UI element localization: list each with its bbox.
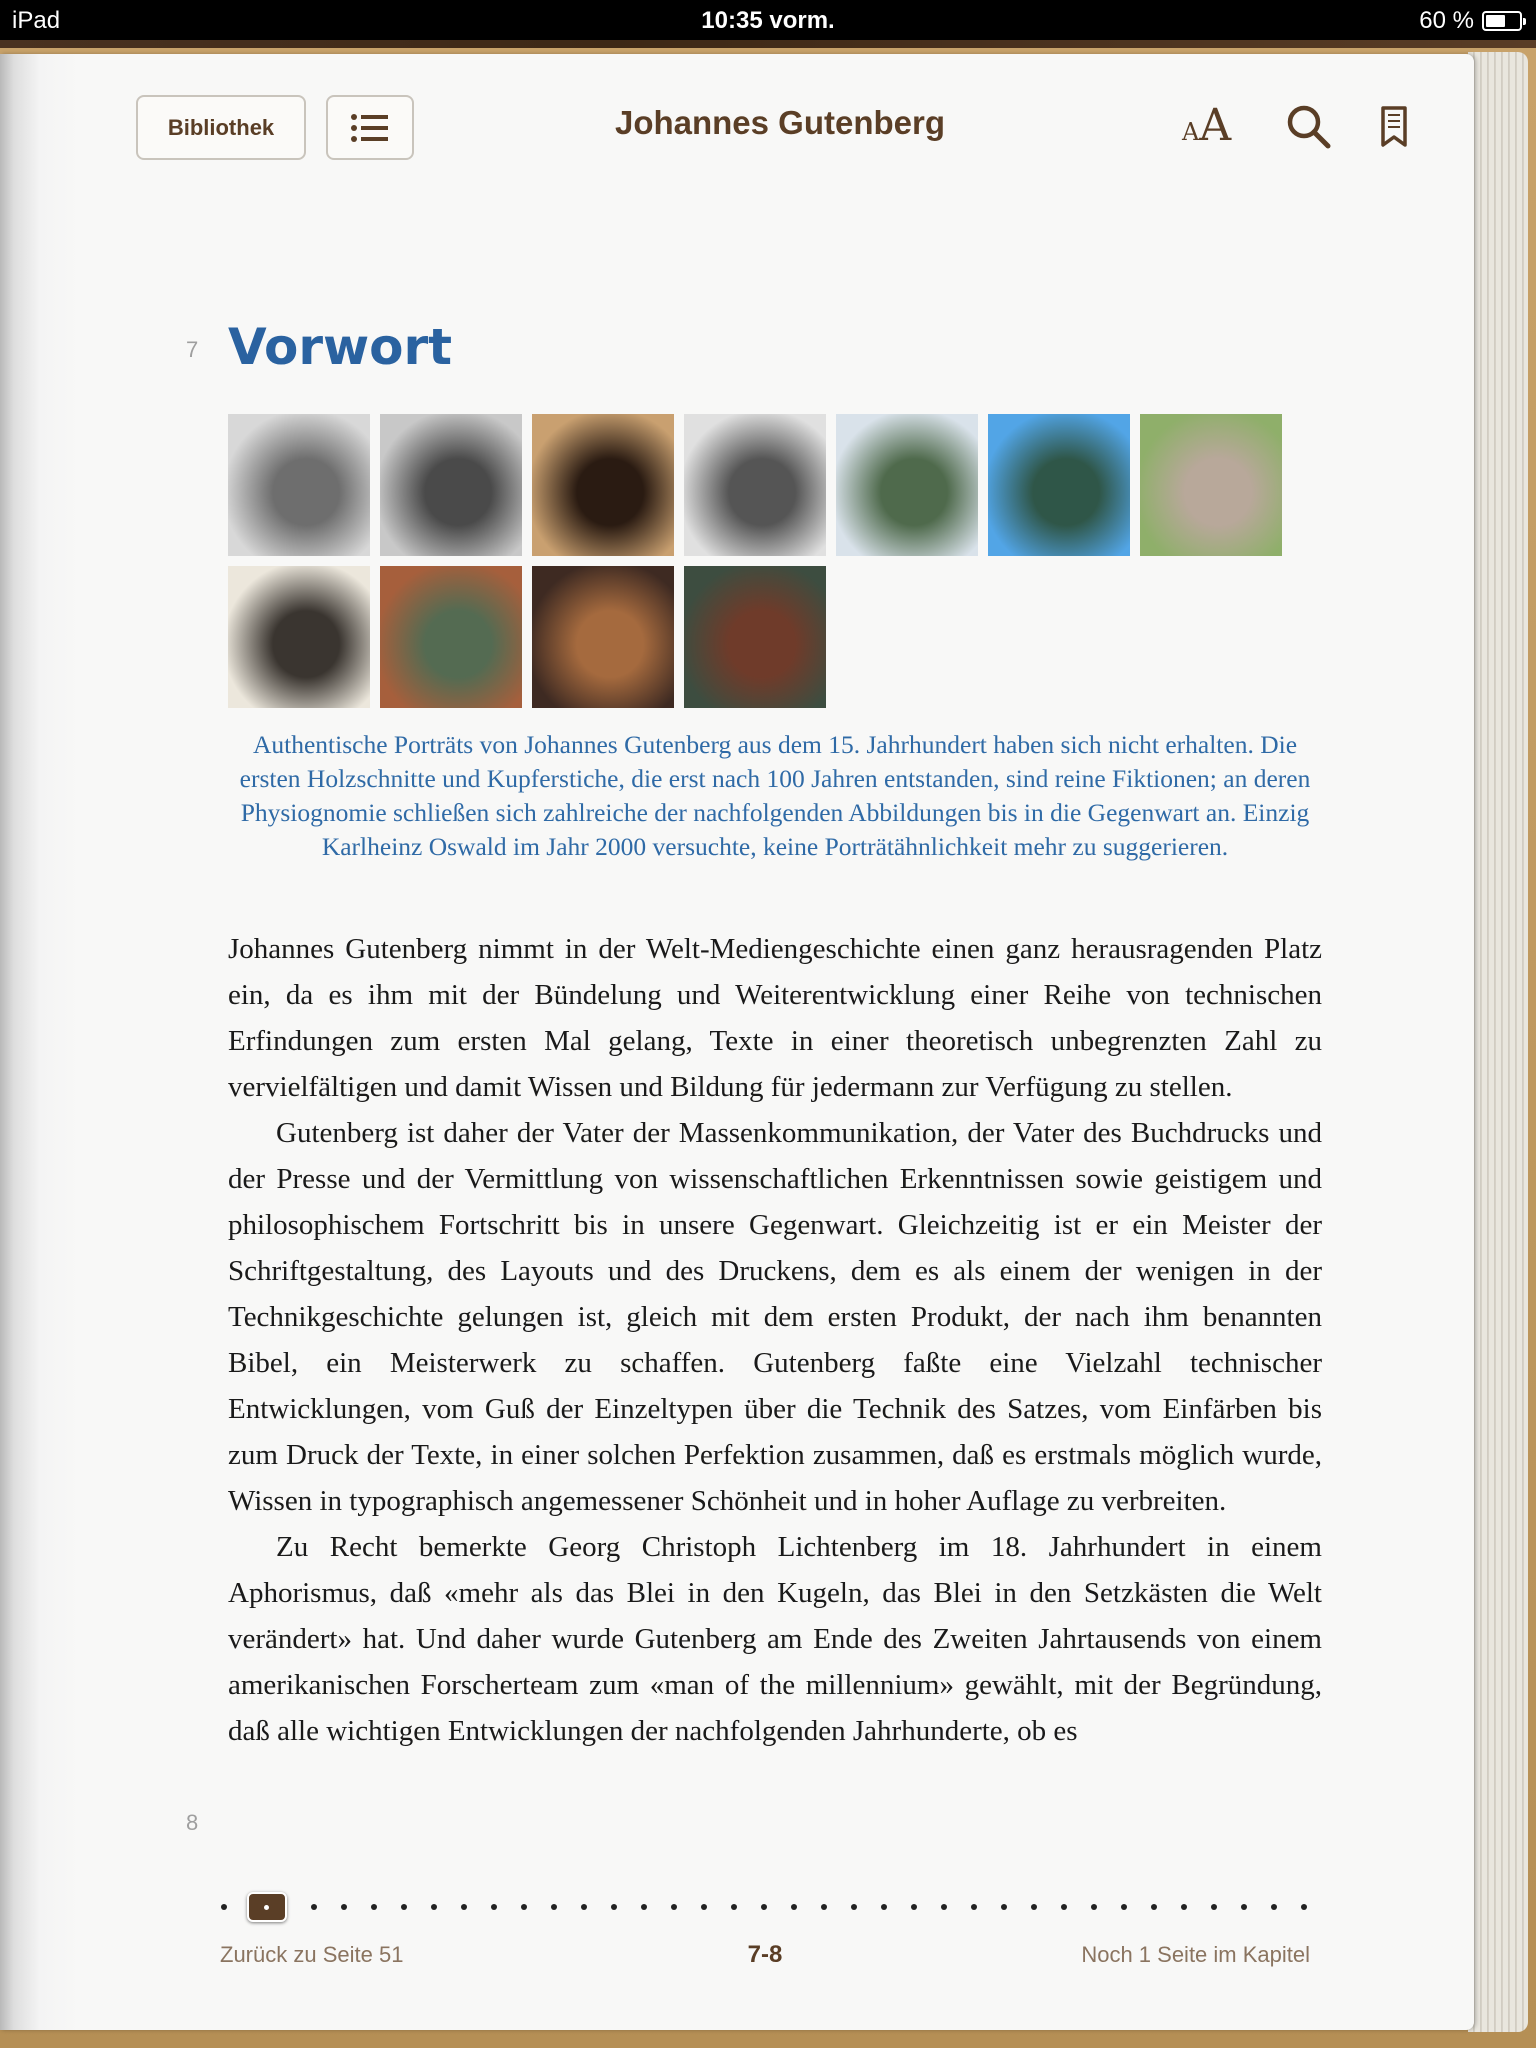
scrubber-dot[interactable] <box>491 1904 497 1910</box>
portrait-thumbnail[interactable] <box>532 566 674 708</box>
scrubber-dot[interactable] <box>461 1904 467 1910</box>
scrubber-dot[interactable] <box>821 1904 827 1910</box>
scrubber-dot[interactable] <box>551 1904 557 1910</box>
book-title: Johannes Gutenberg <box>614 104 946 141</box>
scrubber-dot[interactable] <box>671 1904 677 1910</box>
scrubber-dot[interactable] <box>1211 1904 1217 1910</box>
scrubber-dot[interactable] <box>341 1904 347 1910</box>
battery-status <box>1419 7 1522 35</box>
portrait-thumbnail[interactable] <box>228 414 370 556</box>
paragraph: Johannes Gutenberg nimmt in der Welt-Mediengeschichte einen ganz herausragenden Platz ein, da es ihm mit der Bündelung und Weiterentwicklung einer Reihe von technischen Erfindungen zum ersten Mal gelang, Texte in einer theoretisch unbegrenzten Zahl zu vervielfältigen und damit Wissen und Bildung für jedermann zur Verfügung zu stellen. <box>228 933 1322 1103</box>
scrubber-dot[interactable] <box>1061 1904 1067 1910</box>
portrait-thumbnail[interactable] <box>836 414 978 556</box>
scrubber-dot[interactable] <box>791 1904 797 1910</box>
scrubber-dot[interactable] <box>881 1904 887 1910</box>
scrubber-dot[interactable] <box>611 1904 617 1910</box>
scrubber-dot[interactable] <box>1031 1904 1037 1910</box>
scrubber-dot[interactable] <box>401 1904 407 1910</box>
back-to-page-link[interactable]: Zurück zu Seite 51 <box>220 1942 404 1967</box>
body-text <box>228 926 1322 1754</box>
portrait-thumbnail[interactable] <box>684 566 826 708</box>
scrubber-dot[interactable] <box>1181 1904 1187 1910</box>
paragraph: Zu Recht bemerkte Georg Christoph Lichtenberg im 18. Jahrhundert in einem Aphorismus, daß «mehr als das Blei in den Kugeln, das Blei in den Setzkästen die Welt verändert» hat. Und daher wurde Gutenberg am Ende des Zweiten Jahrtausends von einem amerikanischen Forscherteam zum «man of the millennium» gewählt, mit der Begründung, daß alle wichtigen Entwicklungen der nachfolgenden Jahrhunderte, ob es <box>228 1531 1322 1747</box>
portrait-thumbnail[interactable] <box>988 414 1130 556</box>
scrubber-dot[interactable] <box>1271 1904 1277 1910</box>
scrubber-knob[interactable] <box>247 1892 287 1922</box>
page-number-top: 7 <box>186 337 199 362</box>
list-icon <box>350 113 390 143</box>
portrait-thumbnail[interactable] <box>684 414 826 556</box>
search-icon[interactable] <box>1286 104 1332 155</box>
page-scrubber[interactable] <box>214 1892 1324 1922</box>
font-small-glyph: A <box>1182 118 1200 146</box>
scrubber-dot[interactable] <box>521 1904 527 1910</box>
scrubber-dot[interactable] <box>941 1904 947 1910</box>
font-big-glyph: A <box>1199 100 1232 151</box>
paragraph: Gutenberg ist daher der Vater der Massenkommunikation, der Vater des Buchdrucks und der Presse und der Vermittlung von wissenschaftlichen Erkenntnissen sowie geistigem und philosophischem Fortschritt bis in unsere Gegenwart. Gleichzeitig ist er ein Meister der Schriftgestaltung, des Layouts und des Druckens, dem es als einem der wenigen in der Technikgeschichte gelungen ist, gleich mit dem ersten Produkt, der nach ihm benannten Bibel, ein Meisterwerk zu schaffen. Gutenberg faßte eine Vielzahl technischer Entwicklungen, vom Guß der Einzeltypen über die Technik des Satzes, vom Einfärben bis zum Druck der Texte, in einer solchen Perfektion zusammen, daß es erstmals möglich wurde, Wissen in typographisch angemessener Schönheit und in hoher Auflage zu verbreiten. <box>228 1117 1322 1517</box>
font-size-icon[interactable] <box>1182 100 1231 151</box>
scrubber-dot[interactable] <box>221 1904 227 1910</box>
scrubber-dot[interactable] <box>641 1904 647 1910</box>
library-button[interactable]: Bibliothek <box>136 95 306 160</box>
table-of-contents-button[interactable] <box>326 95 414 160</box>
scrubber-dot[interactable] <box>371 1904 377 1910</box>
scrubber-dot[interactable] <box>911 1904 917 1910</box>
scrubber-dot[interactable] <box>1001 1904 1007 1910</box>
scrubber-dot[interactable] <box>311 1904 317 1910</box>
scrubber-dot[interactable] <box>1121 1904 1127 1910</box>
portrait-thumbnail[interactable] <box>532 414 674 556</box>
scrubber-dot[interactable] <box>1091 1904 1097 1910</box>
image-caption: Authentische Porträts von Johannes Gutenberg aus dem 15. Jahrhundert haben sich nicht erhalten. Die ersten Holzschnitte und Kupferstiche, die erst nach 100 Jahren entstanden, sind reine Fiktionen; an deren Physiognomie schließen sich zahlreiche der nachfolgenden Abbildungen bis in die Gegenwart an. Einzig Karlheinz Oswald im Jahr 2000 versuchte, keine Porträtähnlichkeit mehr zu suggerieren. <box>239 730 1311 861</box>
pages-remaining: Noch 1 Seite im Kapitel <box>1081 1942 1310 1967</box>
scrubber-dot[interactable] <box>701 1904 707 1910</box>
battery-percent: 60 % <box>1419 7 1474 34</box>
portrait-thumbnail[interactable] <box>380 566 522 708</box>
scrubber-dot[interactable] <box>761 1904 767 1910</box>
scrubber-dot[interactable] <box>1151 1904 1157 1910</box>
battery-icon <box>1482 11 1522 31</box>
page-stack-edge <box>1468 52 1528 2032</box>
device-name: iPad <box>12 7 61 34</box>
scrubber-dot[interactable] <box>1301 1904 1307 1910</box>
clock: 10:35 vorm. <box>701 7 835 34</box>
portrait-thumbnail[interactable] <box>1140 414 1282 556</box>
scrubber-dot[interactable] <box>851 1904 857 1910</box>
chapter-heading: Vorwort <box>228 318 453 376</box>
status-bar <box>0 0 1536 40</box>
bookmark-icon[interactable] <box>1380 106 1408 153</box>
portrait-thumbnail[interactable] <box>380 414 522 556</box>
page-number-bottom: 8 <box>186 1810 199 1835</box>
scrubber-dot[interactable] <box>581 1904 587 1910</box>
scrubber-dot[interactable] <box>971 1904 977 1910</box>
scrubber-dot[interactable] <box>1241 1904 1247 1910</box>
scrubber-dot[interactable] <box>431 1904 437 1910</box>
page-range: 7-8 <box>747 1941 783 1968</box>
scrubber-dot[interactable] <box>731 1904 737 1910</box>
portrait-thumbnail[interactable] <box>228 566 370 708</box>
